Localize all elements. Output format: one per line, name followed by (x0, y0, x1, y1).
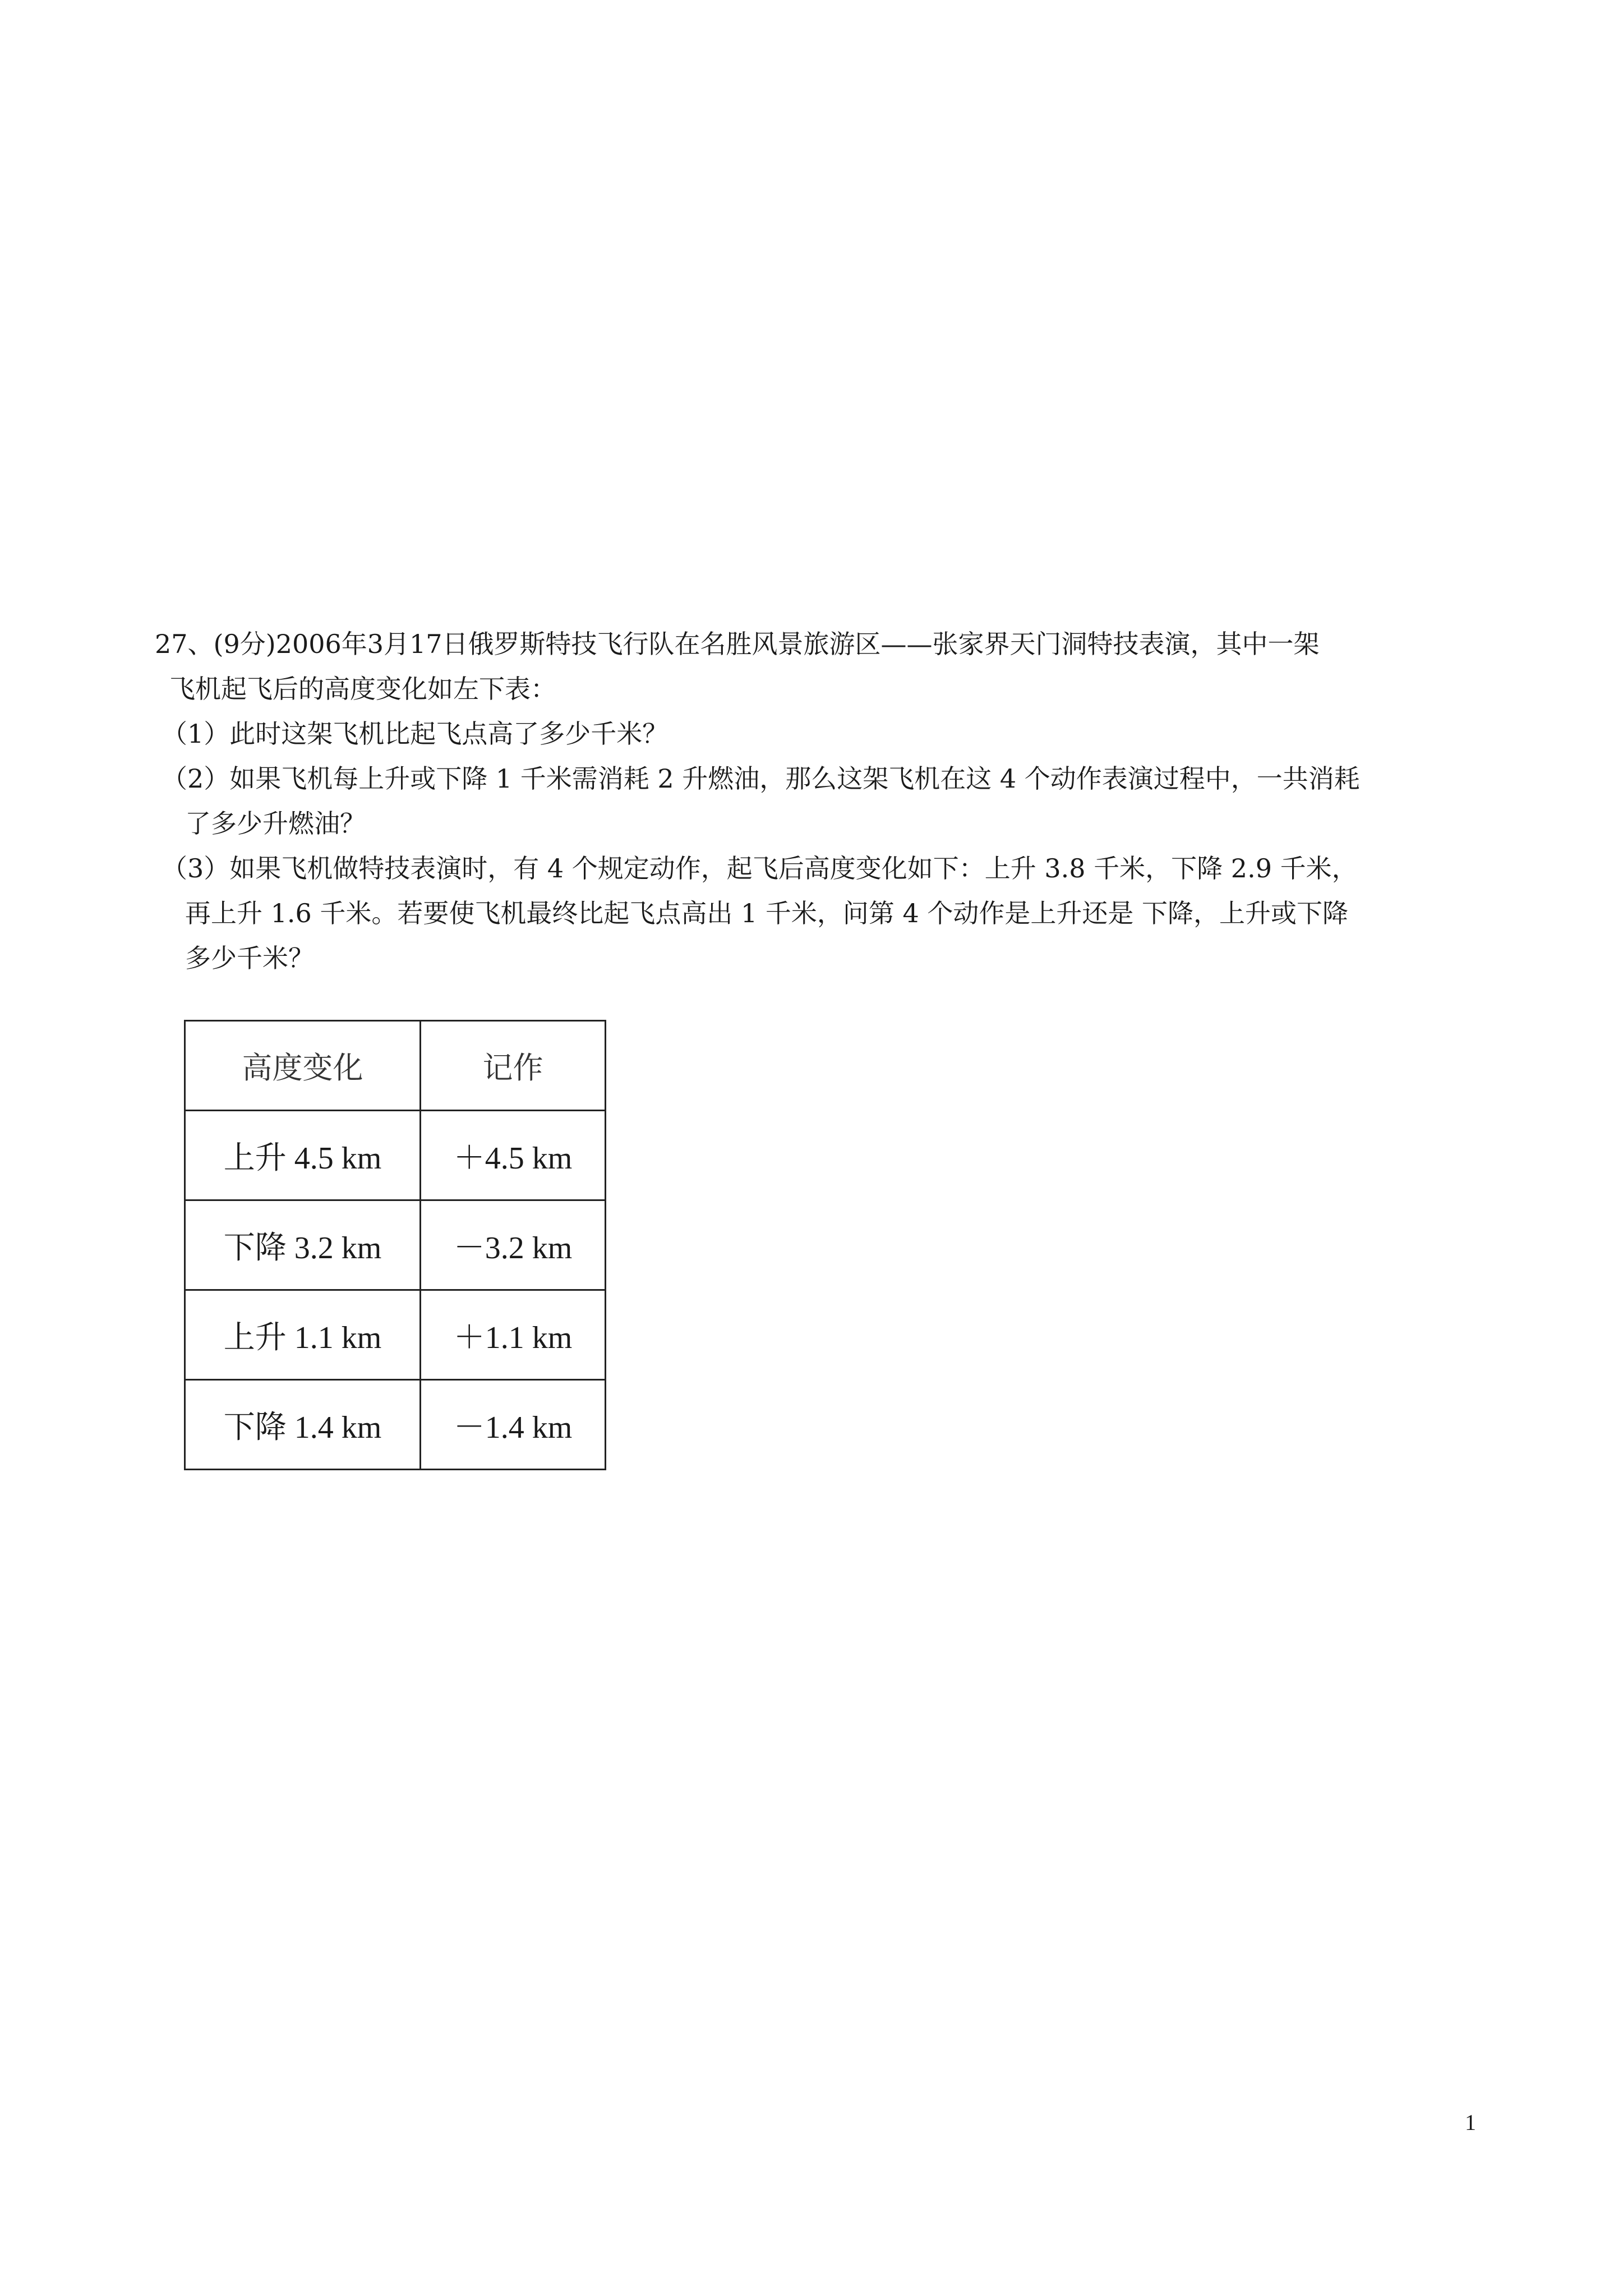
header-record: 记作 (421, 1021, 606, 1111)
sub-question-1: （1）此时这架飞机比起飞点高了多少千米？ (162, 719, 668, 749)
cell-altitude-change: 下降 1.4 km (185, 1380, 421, 1470)
header-altitude-change: 高度变化 (185, 1021, 421, 1111)
cell-altitude-change: 上升 1.1 km (185, 1290, 421, 1380)
question-intro-line-1: 27、(9分)2006年3月17日俄罗斯特技飞行队在名胜风景旅游区——张家界天门洞特技表演，其中一架 (155, 629, 1320, 659)
table-row (185, 1111, 606, 1200)
sub-question-2-line-1: （2）如果飞机每上升或下降 1 千米需消耗 2 升燃油，那么这架飞机在这 4 个动作表演过程中，一共消耗 (162, 763, 1360, 794)
table-row (185, 1200, 606, 1290)
sub-question-3-line-3: 多少千米？ (185, 943, 314, 973)
cell-record: ＋1.1 km (421, 1290, 606, 1380)
sub-question-2-line-2: 了多少升燃油？ (185, 808, 366, 839)
cell-record: －1.4 km (421, 1380, 606, 1470)
cell-record: ＋4.5 km (421, 1111, 606, 1200)
cell-altitude-change: 下降 3.2 km (185, 1200, 421, 1290)
question-27 (155, 622, 1490, 981)
question-intro-line-2: 飞机起飞后的高度变化如左下表： (169, 674, 556, 704)
altitude-change-table (184, 1020, 606, 1470)
page-number: 1 (1465, 2110, 1476, 2135)
table-header-row (185, 1021, 606, 1111)
table-row (185, 1290, 606, 1380)
cell-altitude-change: 上升 4.5 km (185, 1111, 421, 1200)
cell-record: －3.2 km (421, 1200, 606, 1290)
sub-question-3-line-1: （3）如果飞机做特技表演时，有 4 个规定动作，起飞后高度变化如下：上升 3.8 千米，下降 2.9 千米， (162, 853, 1358, 884)
table-row (185, 1380, 606, 1470)
sub-question-3-line-2: 再上升 1.6 千米。若要使飞机最终比起飞点高出 1 千米，问第 4 个动作是上升还是 下降，上升或下降 (185, 898, 1349, 928)
